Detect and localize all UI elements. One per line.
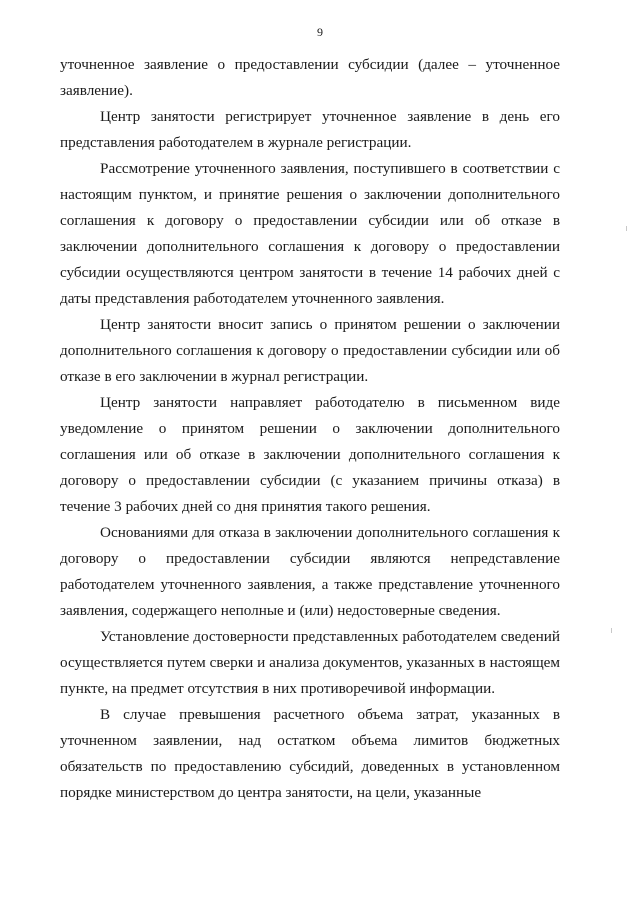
- paragraph-registration: Центр занятости регистрирует уточненное заявление в день его представления работодателем в журнале регистрации.: [60, 108, 560, 151]
- page-number: 9: [317, 25, 323, 39]
- paragraph-refusal-grounds: Основаниями для отказа в заключении дополнительного соглашения к договору о предоставлении субсидии являются непредставление работодателем уточненного заявления, а также представление уточненного заявления, содержащего неполные и (или) недостоверные сведения.: [60, 524, 560, 619]
- paragraph-continued: уточненное заявление о предоставлении субсидии (далее – уточненное заявление).: [60, 56, 560, 99]
- paragraph-journal-record: Центр занятости вносит запись о принятом решении о заключении дополнительного соглашения к договору о предоставлении субсидии или об отказе в его заключении в журнал регистрации.: [60, 316, 560, 385]
- paragraph-notification: Центр занятости направляет работодателю в письменном виде уведомление о принятом решении о заключении дополнительного соглашения или об отказе в заключении дополнительного соглашения к договору о предоставлении субсидии (с указанием причины отказа) в течение 3 рабочих дней со дня принятия такого решения.: [60, 394, 560, 515]
- paragraph-cost-excess: В случае превышения расчетного объема затрат, указанных в уточненном заявлении, над остатком объема лимитов бюджетных обязательств по предоставлению субсидий, доведенных в установленном порядке министерством до центра занятости, на цели, указанные: [60, 706, 560, 801]
- scan-edge-mark: [626, 226, 627, 231]
- paragraph-verification: Установление достоверности представленных работодателем сведений осуществляется путем сверки и анализа документов, указанных в настоящем пункте, на предмет отсутствия в них противоречивой информации.: [60, 628, 560, 697]
- paragraph-review-term: Рассмотрение уточненного заявления, поступившего в соответствии с настоящим пунктом, и принятие решения о заключении дополнительного соглашения к договору о предоставлении субсидии или об отказе в заключении дополнительного соглашения к договору о предоставлении субсидии осуществляются центром занятости в течение 14 рабочих дней с даты представления работодателем уточненного заявления.: [60, 160, 560, 307]
- document-body: [60, 52, 560, 806]
- scan-edge-mark: [611, 628, 612, 633]
